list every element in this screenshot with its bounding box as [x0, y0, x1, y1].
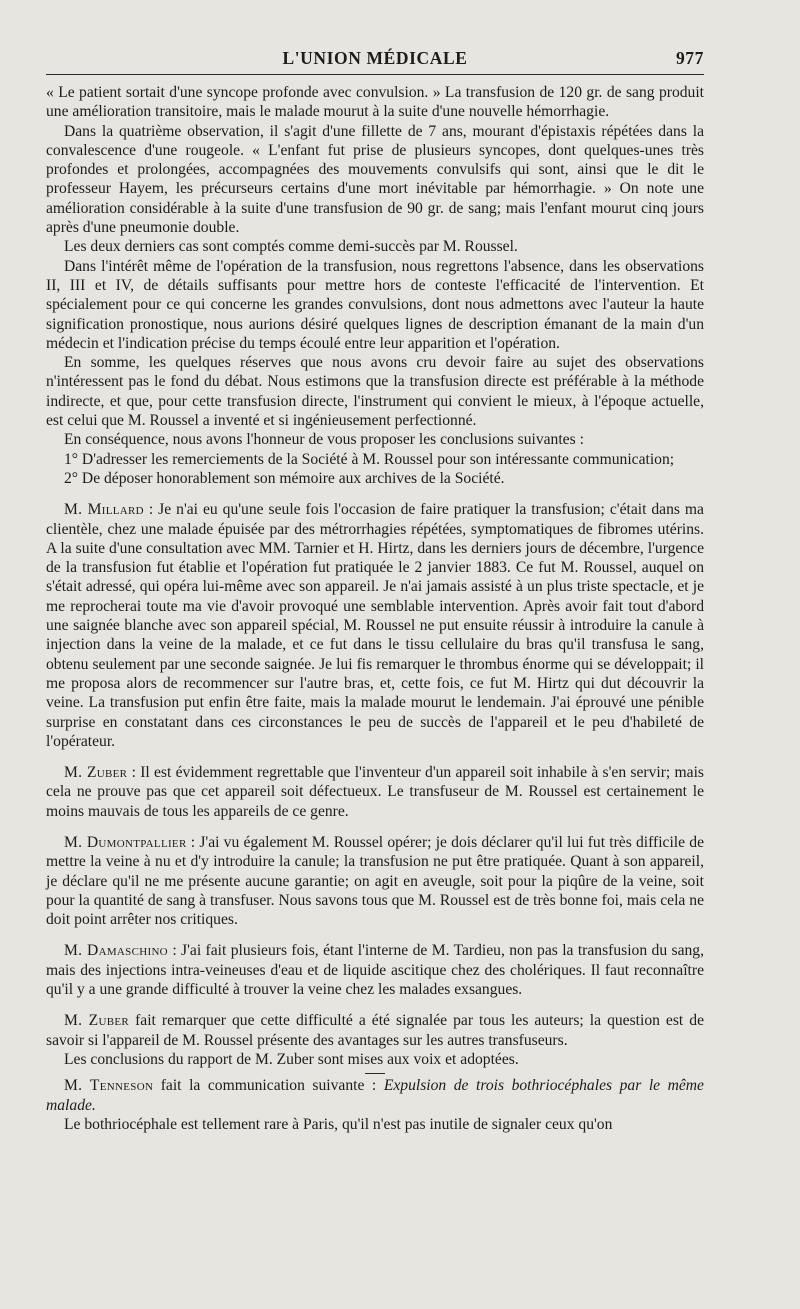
section-separator — [365, 1073, 385, 1074]
intervention-text: fait remarquer que cette difficulté a été signalée par tous les auteurs; la question est de savoir si l'appareil de M. Roussel présente des avantages sur les autres transfuseurs. — [46, 1012, 704, 1049]
communication-intro: fait la communication suivante : — [153, 1077, 384, 1095]
conclusion-paragraph: Les conclusions du rapport de M. Zuber sont mises aux voix et adoptées. — [64, 1050, 519, 1068]
body-text — [46, 83, 704, 1134]
paragraph: Dans l'intérêt même de l'opération de la transfusion, nous regrettons l'absence, dans les observations II, III et IV, de détails suffisants pour mettre hors de conteste l'efficacité de l'intervention. Et spécialement pour ce qui concerne les grandes convulsions, dont nous admettons avec l'auteur la haute signification pronostique, nous aurions désiré quelques lignes de description émanant de la main d'un médecin et l'indication précise du temps écoulé entre leur apparition et l'opération. — [46, 257, 704, 352]
paragraph: « Le patient sortait d'une syncope profonde avec convulsion. » La transfusion de 120 gr. de sang produit une amélioration transitoire, mais le malade mourut à la suite d'une nouvelle hémorrhagie. — [46, 84, 704, 121]
intervention-text: : Il est évidemment regrettable que l'inventeur d'un appareil soit inhabile à s'en servir; mais cela ne prouve pas que cet appareil soit défectueux. Le transfuseur de M. Roussel est certainement le moins mauvais de tous les appareils de ce genre. — [46, 764, 704, 820]
intervention-text: : Je n'ai eu qu'une seule fois l'occasion de faire pratiquer la transfusion; c'était dans ma clientèle, chez une malade épuisée par des métrorrhagies répétées, symptomatiques de fibromes utérins. A la suite d'une consultation avec MM. Tarnier et H. Hirtz, dans les derniers jours de décembre, l'urgence de la transfusion fut établie et l'opération fut pratiquée le 2 janvier 1883. Ce fut M. Roussel, auquel on s'était adressé, qui opéra lui-même avec son appareil. Je n'ai jamais assisté à un plus triste spectacle, et je me reprocherai toute ma vie d'avoir provoqué une semblable intervention. Après avoir fait tout d'abord une saignée blanche avec son appareil spécial, M. Roussel ne put ensuite réussir à introduire la canule à injection dans la veine de la malade, et ce fut dans le tissu cellulaire du bras qu'il transfusa le sang, obtenu seulement par une seconde saignée. Je lui fis remarquer le thrombus énorme qui se développait; il me proposa alors de recommencer sur l'autre bras, et, cette fois, ce fut M. Hirtz qui dut découvrir la veine. La transfusion put enfin être faite, mais la malade mourut le lendemain. J'ai éprouvé une pénible surprise en constatant dans ces circonstances le peu de succès de l'appareil et le peu d'habileté de l'opérateur. — [46, 501, 704, 750]
paragraph: Les deux derniers cas sont comptés comme demi-succès par M. Roussel. — [64, 238, 518, 256]
intervention-zuber — [46, 763, 704, 821]
header-rule — [46, 74, 704, 75]
paragraph: En somme, les quelques réserves que nous avons cru devoir faire au sujet des observations n'intéressent pas le fond du débat. Nous estimons que la transfusion directe est préférable à la méthode indirecte, et que, pour cette transfusion directe, l'instrument qui convient le mieux, à l'époque actuelle, est celui que M. Roussel a inventé et si ingénieusement perfectionné. — [46, 354, 704, 430]
paragraph: 1° D'adresser les remerciements de la Société à M. Roussel pour son intéressante communication; — [64, 450, 675, 468]
paragraph: 2° De déposer honorablement son mémoire aux archives de la Société. — [64, 469, 505, 487]
running-header — [46, 44, 704, 74]
speaker-name: M. Zuber — [64, 1012, 130, 1030]
speaker-name: M. Millard — [64, 501, 144, 519]
paragraph: En conséquence, nous avons l'honneur de vous proposer les conclusions suivantes : — [64, 431, 584, 449]
speaker-name: M. Tenneson — [64, 1077, 154, 1095]
paragraph: Le bothriocéphale est tellement rare à Paris, qu'il n'est pas inutile de signaler ceux qu'on — [64, 1115, 613, 1133]
intervention-dumontpallier — [46, 833, 704, 929]
communication-title: Expulsion de trois bothriocéphales par le même malade. — [46, 1077, 704, 1114]
intervention-zuber-2 — [46, 1011, 704, 1050]
paragraph: Dans la quatrième observation, il s'agit d'une fillette de 7 ans, mourant d'épistaxis répétées dans la convalescence d'une rougeole. « L'enfant fut prise de plusieurs syncopes, dont quelques-unes très profondes et prolongées, accompagnées des mouvements convulsifs qui sont, ainsi que le dit le professeur Hayem, les précurseurs certains d'une mort inévitable par hémorrhagie. » On note une amélioration considérable à la suite d'une transfusion de 90 gr. de sang; mais l'enfant mourut cinq jours après d'une pneumonie double. — [46, 122, 704, 237]
intervention-text: : J'ai vu également M. Roussel opérer; je dois déclarer qu'il lui fut très difficile de mettre la veine à nu et d'y introduire la canule; la transfusion ne put être pratiquée. Quant à son appareil, je déclare qu'il ne me présente aucune garantie; on agit en aveugle, soit pour la piqûre de la veine, soit pour la quantité de sang à transfuser. Nous savons tous que M. Roussel est de très bonne foi, mais cela ne doit point arrêter nos critiques. — [46, 833, 704, 929]
speaker-name: M. Dumontpallier — [64, 833, 187, 851]
journal-title: L'UNION MÉDICALE — [282, 48, 468, 68]
speaker-name: M. Damaschino — [64, 942, 168, 960]
intervention-damaschino — [46, 941, 704, 999]
page-number: 977 — [675, 48, 704, 68]
intervention-millard — [46, 500, 704, 751]
communication-paragraph — [46, 1076, 704, 1115]
intervention-text: : J'ai fait plusieurs fois, étant l'interne de M. Tardieu, non pas la transfusion du sang, mais des injections intra-veineuses d'eau et de liquide ascitique chez des cholériques. Il faut reconnaître qu'il y a une grande difficulté à trouver la veine chez les malades exsangues. — [46, 942, 704, 999]
speaker-name: M. Zuber — [64, 764, 128, 782]
